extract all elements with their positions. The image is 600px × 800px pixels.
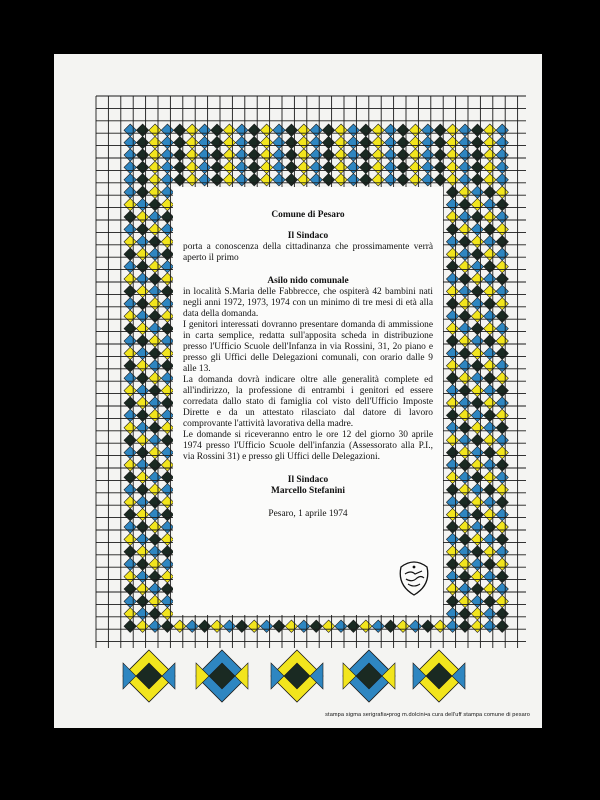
notice-title: Asilo nido comunale: [267, 276, 349, 286]
ornament-row: [123, 650, 465, 702]
paragraph-1: in località S.Maria delle Fabbrecce, che ospiterà 42 bambini nati negli anni 1972, 1973, 1974 con un minimo di tre mesi di età alla data della domanda.: [183, 287, 433, 319]
paragraph-2: I genitori interessati dovranno presentare domanda di ammissione in carta semplice, redatta sull'apposita scheda in distribuzione presso l'Ufficio Scuole dell'Infanza in via Rossini, 31, 2o piano e presso gli Uffici delle Delegazioni comunali, con orario dalle 9 alle 13.: [183, 320, 433, 374]
paragraph-3: La domanda dovrà indicare oltre alle generalità complete ed all'indirizzo, la professione di entrambi i genitori ed essere corredata dallo stato di famiglia col visto dell'Ufficio Imposte Dirette e da un attestato rilasciato dal datore di lavoro comprovante l'attività lavorativa della madre.: [183, 375, 433, 429]
signature-role: Il Sindaco: [287, 475, 329, 485]
place-date: Pesaro, 1 aprile 1974: [268, 509, 348, 519]
city-seal-icon: [397, 559, 431, 597]
print-credit: stampa sigma serigrafia•prog m.dolcini•a cura dell'uff stampa comune di pesaro: [325, 712, 530, 718]
intro-text: porta a conoscenza della cittadinanza che prossimamente verrà aperto il primo: [183, 242, 433, 263]
notice-panel: [173, 187, 443, 615]
issuer-heading: Il Sindaco: [287, 231, 329, 241]
paragraph-4: Le domande si riceveranno entro le ore 12 del giorno 30 aprile 1974 presso l'Ufficio Scuole dell'infanzia (Assessorato alla P.I., via Rossini 31) e presso gli Uffici delle Delegazioni.: [183, 430, 433, 462]
signature-name: Marcello Stefanini: [270, 486, 346, 496]
poster: [54, 54, 542, 728]
municipality-heading: Comune di Pesaro: [271, 210, 345, 220]
